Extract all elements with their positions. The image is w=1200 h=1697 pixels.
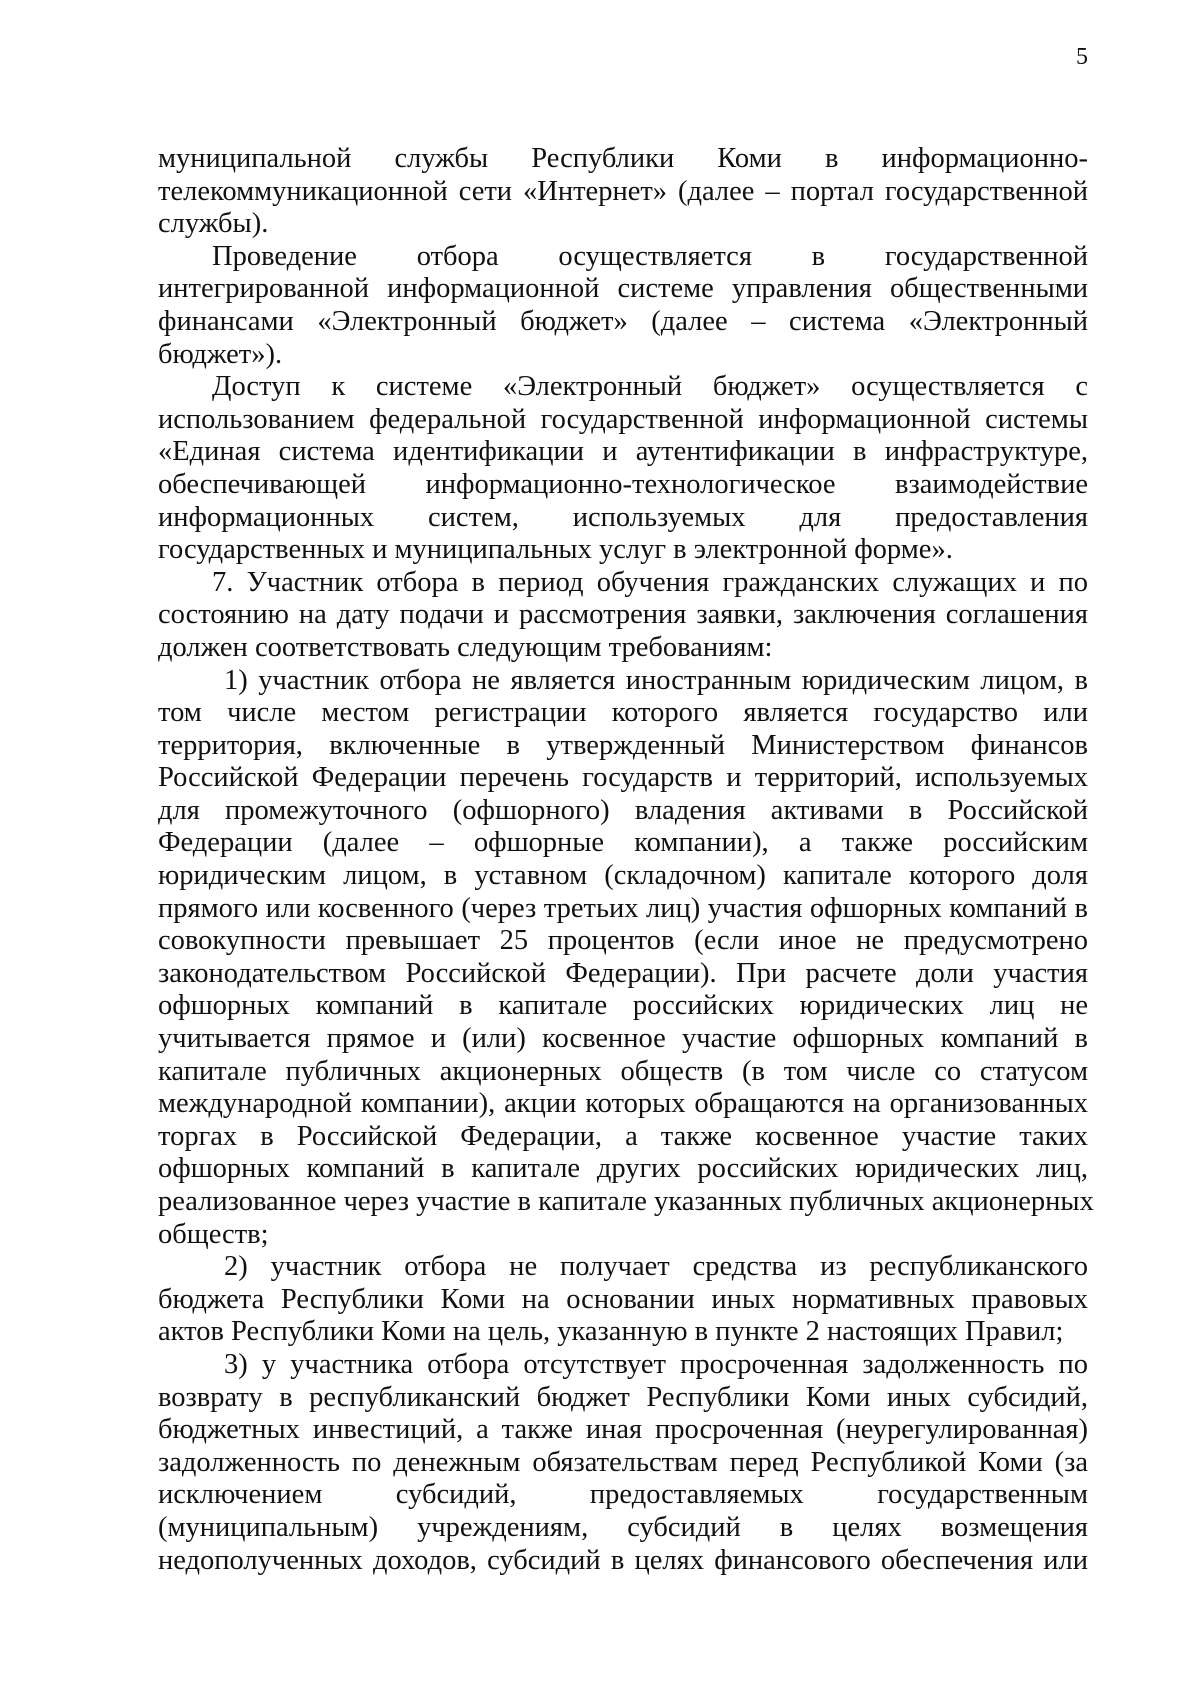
text-line: торгах в Российской Федерации, а также косвенное участие таких — [158, 1120, 1088, 1152]
text-line: 7. Участник отбора в период обучения гражданских служащих и по — [212, 566, 1088, 598]
paragraph-p1 — [158, 143, 1088, 241]
page-number: 5 — [1076, 44, 1088, 70]
document-body — [158, 143, 1094, 1577]
text-line: возврату в республиканский бюджет Республики Коми иных субсидий, — [158, 1381, 1088, 1413]
paragraph-p3 — [158, 371, 1088, 567]
text-line: капитале публичных акционерных обществ (в том числе со статусом — [158, 1055, 1088, 1087]
text-line: обществ; — [158, 1218, 269, 1250]
text-line: 2) участник отбора не получает средства из республиканского — [224, 1251, 1088, 1283]
text-line: для промежуточного (офшорного) владения активами в Российской — [158, 794, 1088, 826]
text-line: юридическим лицом, в уставном (складочном) капитале которого доля — [158, 860, 1088, 892]
text-line: службы). — [158, 208, 269, 240]
text-line: Проведение отбора осуществляется в государственной — [212, 240, 1088, 272]
paragraph-p6 — [158, 1251, 1088, 1349]
text-line: «Единая система идентификации и аутентификации в инфраструктуре, — [158, 436, 1088, 468]
text-line: территория, включенные в утвержденный Министерством финансов — [158, 729, 1088, 761]
paragraph-p2 — [158, 241, 1088, 371]
text-line: офшорных компаний в капитале других российских юридических лиц, — [158, 1153, 1088, 1185]
text-line: задолженность по денежным обязательствам перед Республикой Коми (за — [158, 1446, 1088, 1478]
text-line: 3) у участника отбора отсутствует просроченная задолженность по — [224, 1348, 1088, 1380]
text-line: исключением субсидий, предоставляемых государственным — [158, 1479, 1088, 1511]
text-line: реализованное через участие в капитале указанных публичных акционерных — [158, 1186, 1094, 1217]
text-line: законодательством Российской Федерации). При расчете доли участия — [158, 957, 1088, 989]
text-line: международной компании), акции которых обращаются на организованных — [158, 1088, 1088, 1120]
text-line: бюджетных инвестиций, а также иная просроченная (неурегулированная) — [158, 1414, 1088, 1446]
text-line: использованием федеральной государственной информационной системы — [158, 403, 1088, 435]
text-line: должен соответствовать следующим требованиям: — [158, 631, 773, 663]
text-line: недополученных доходов, субсидий в целях финансового обеспечения или — [158, 1544, 1088, 1576]
text-line: информационных систем, используемых для предоставления — [158, 501, 1088, 533]
text-line: (муниципальным) учреждениям, субсидий в целях возмещения — [158, 1511, 1088, 1543]
text-line: интегрированной информационной системе управления общественными — [158, 273, 1088, 305]
text-line: том числе местом регистрации которого является государство или — [158, 697, 1088, 729]
paragraph-p4 — [158, 567, 1088, 665]
text-line: учитывается прямое и (или) косвенное участие офшорных компаний в — [158, 1023, 1088, 1055]
text-line: финансами «Электронный бюджет» (далее – система «Электронный — [158, 305, 1088, 337]
text-line: прямого или косвенного (через третьих лиц) участия офшорных компаний в — [158, 892, 1088, 924]
paragraph-p7 — [158, 1349, 1088, 1577]
text-line: бюджета Республики Коми на основании иных нормативных правовых — [158, 1283, 1088, 1315]
text-line: Российской Федерации перечень государств и территорий, используемых — [158, 762, 1088, 794]
text-line: состоянию на дату подачи и рассмотрения заявки, заключения соглашения — [158, 599, 1088, 631]
text-line: телекоммуникационной сети «Интернет» (далее – портал государственной — [158, 175, 1088, 207]
text-line: актов Республики Коми на цель, указанную в пункте 2 настоящих Правил; — [158, 1316, 1064, 1348]
text-line: Федерации (далее – офшорные компании), а также российским — [158, 827, 1088, 859]
text-line: совокупности превышает 25 процентов (если иное не предусмотрено — [158, 925, 1088, 957]
text-line: муниципальной службы Республики Коми в информационно- — [158, 143, 1088, 174]
text-line: 1) участник отбора не является иностранным юридическим лицом, в — [224, 664, 1088, 696]
text-line: Доступ к системе «Электронный бюджет» осуществляется с — [212, 371, 1088, 403]
paragraph-p5 — [158, 664, 1094, 1252]
text-line: обеспечивающей информационно-технологическое взаимодействие — [158, 468, 1088, 500]
text-line: государственных и муниципальных услуг в электронной форме». — [158, 534, 953, 566]
text-line: офшорных компаний в капитале российских юридических лиц не — [158, 990, 1088, 1022]
text-line: бюджет»). — [158, 338, 283, 370]
